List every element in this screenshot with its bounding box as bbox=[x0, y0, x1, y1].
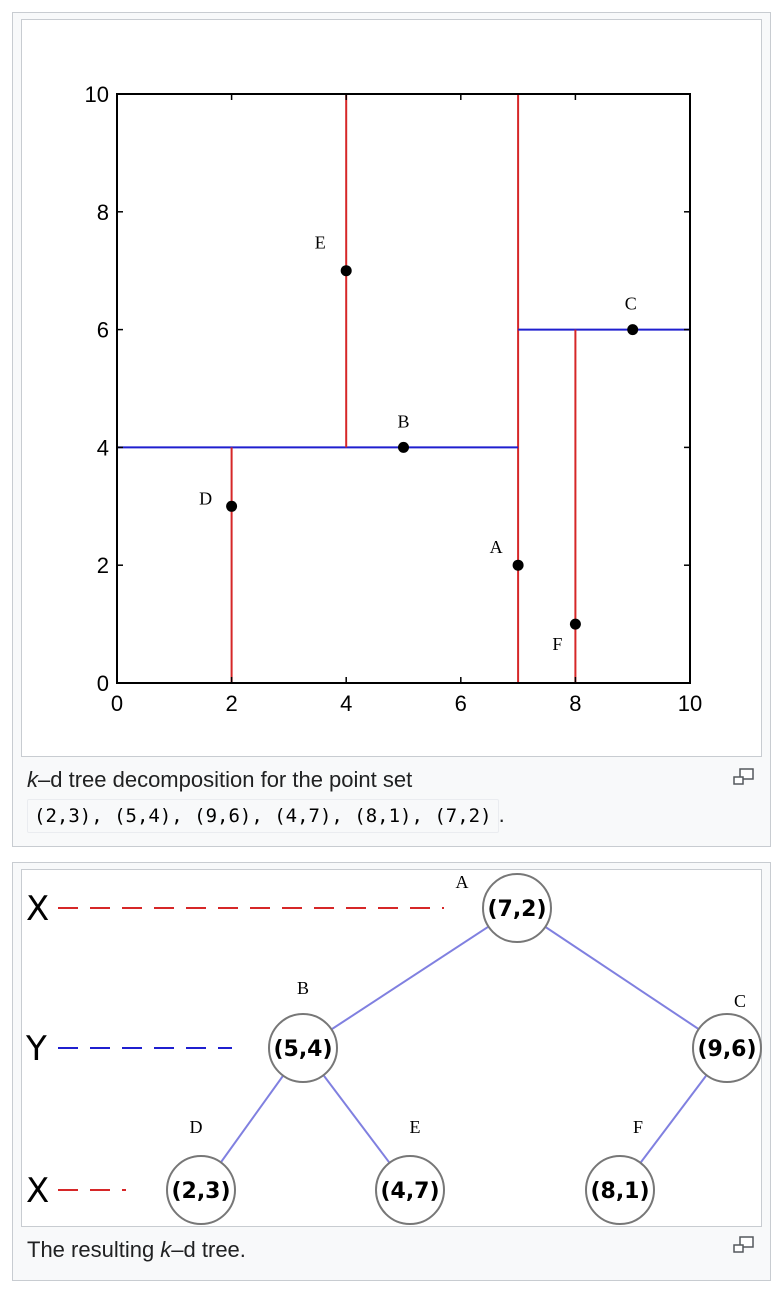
figure-image-frame bbox=[21, 19, 762, 757]
tree-node-value-B: (5,4) bbox=[273, 1037, 333, 1062]
y-tick-label: 10 bbox=[84, 82, 109, 107]
tree-caption-before: The resulting bbox=[27, 1237, 161, 1262]
figure-caption bbox=[27, 765, 717, 833]
x-tick-label: 0 bbox=[110, 691, 124, 716]
caption-text: –d tree decomposition for the point set bbox=[38, 767, 413, 792]
tree-image-frame bbox=[21, 869, 762, 1227]
y-tick-label: 4 bbox=[96, 435, 109, 461]
tree-node-value-A: (7,2) bbox=[487, 897, 547, 922]
x-tick-label: 2 bbox=[225, 691, 238, 716]
magnify-clip-icon[interactable] bbox=[733, 768, 755, 786]
data-point-D bbox=[226, 501, 237, 512]
y-tick-label: 0 bbox=[96, 671, 109, 696]
y-tick-label: 6 bbox=[96, 317, 109, 343]
data-point-A bbox=[513, 560, 524, 571]
tree-edge-AB bbox=[303, 908, 517, 1048]
tree-node-label-D: D bbox=[189, 1117, 203, 1137]
kd-tree-diagram[interactable] bbox=[22, 870, 763, 1228]
magnify-clip-icon[interactable] bbox=[733, 1236, 755, 1254]
x-tick-label: 6 bbox=[454, 691, 467, 716]
point-label-D: D bbox=[199, 488, 213, 509]
tree-node-value-F: (8,1) bbox=[590, 1179, 650, 1204]
point-label-F: F bbox=[552, 634, 563, 655]
x-tick-label: 4 bbox=[340, 691, 353, 716]
tree-node-label-C: C bbox=[733, 991, 747, 1011]
point-label-E: E bbox=[314, 232, 326, 253]
level-label-0: X bbox=[26, 889, 50, 929]
point-set-code: (2,3), (5,4), (9,6), (4,7), (8,1), (7,2) bbox=[27, 799, 499, 833]
tree-caption-italic-k: k bbox=[160, 1237, 172, 1262]
tree-node-label-F: F bbox=[632, 1117, 644, 1137]
tree-node-label-B: B bbox=[296, 978, 310, 998]
level-label-1: Y bbox=[26, 1029, 47, 1069]
tree-node-label-A: A bbox=[455, 872, 469, 892]
plot-frame bbox=[117, 94, 690, 683]
tree-edge-AC bbox=[517, 908, 727, 1048]
kd-decomposition-plot[interactable] bbox=[22, 20, 763, 758]
data-point-F bbox=[570, 619, 581, 630]
caption-end: . bbox=[498, 802, 505, 827]
data-point-E bbox=[341, 265, 352, 276]
point-label-B: B bbox=[397, 411, 410, 432]
tree-node-value-D: (2,3) bbox=[171, 1179, 231, 1204]
tree-node-value-C: (9,6) bbox=[697, 1037, 757, 1062]
x-tick-label: 10 bbox=[677, 691, 703, 716]
point-label-C: C bbox=[624, 293, 637, 314]
tree-caption bbox=[27, 1235, 246, 1265]
data-point-C bbox=[627, 324, 638, 335]
level-label-2: X bbox=[26, 1171, 50, 1211]
y-tick-label: 8 bbox=[96, 199, 109, 225]
tree-node-value-E: (4,7) bbox=[380, 1179, 440, 1204]
tree-caption-after: –d tree. bbox=[171, 1237, 246, 1262]
data-point-B bbox=[398, 442, 409, 453]
point-label-A: A bbox=[489, 537, 503, 558]
figure-kd-decomposition bbox=[12, 12, 771, 847]
tree-node-label-E: E bbox=[409, 1117, 421, 1137]
x-tick-label: 8 bbox=[569, 691, 582, 716]
figure-kd-tree bbox=[12, 862, 771, 1281]
y-tick-label: 2 bbox=[96, 553, 109, 579]
caption-italic-k: k bbox=[27, 767, 38, 792]
